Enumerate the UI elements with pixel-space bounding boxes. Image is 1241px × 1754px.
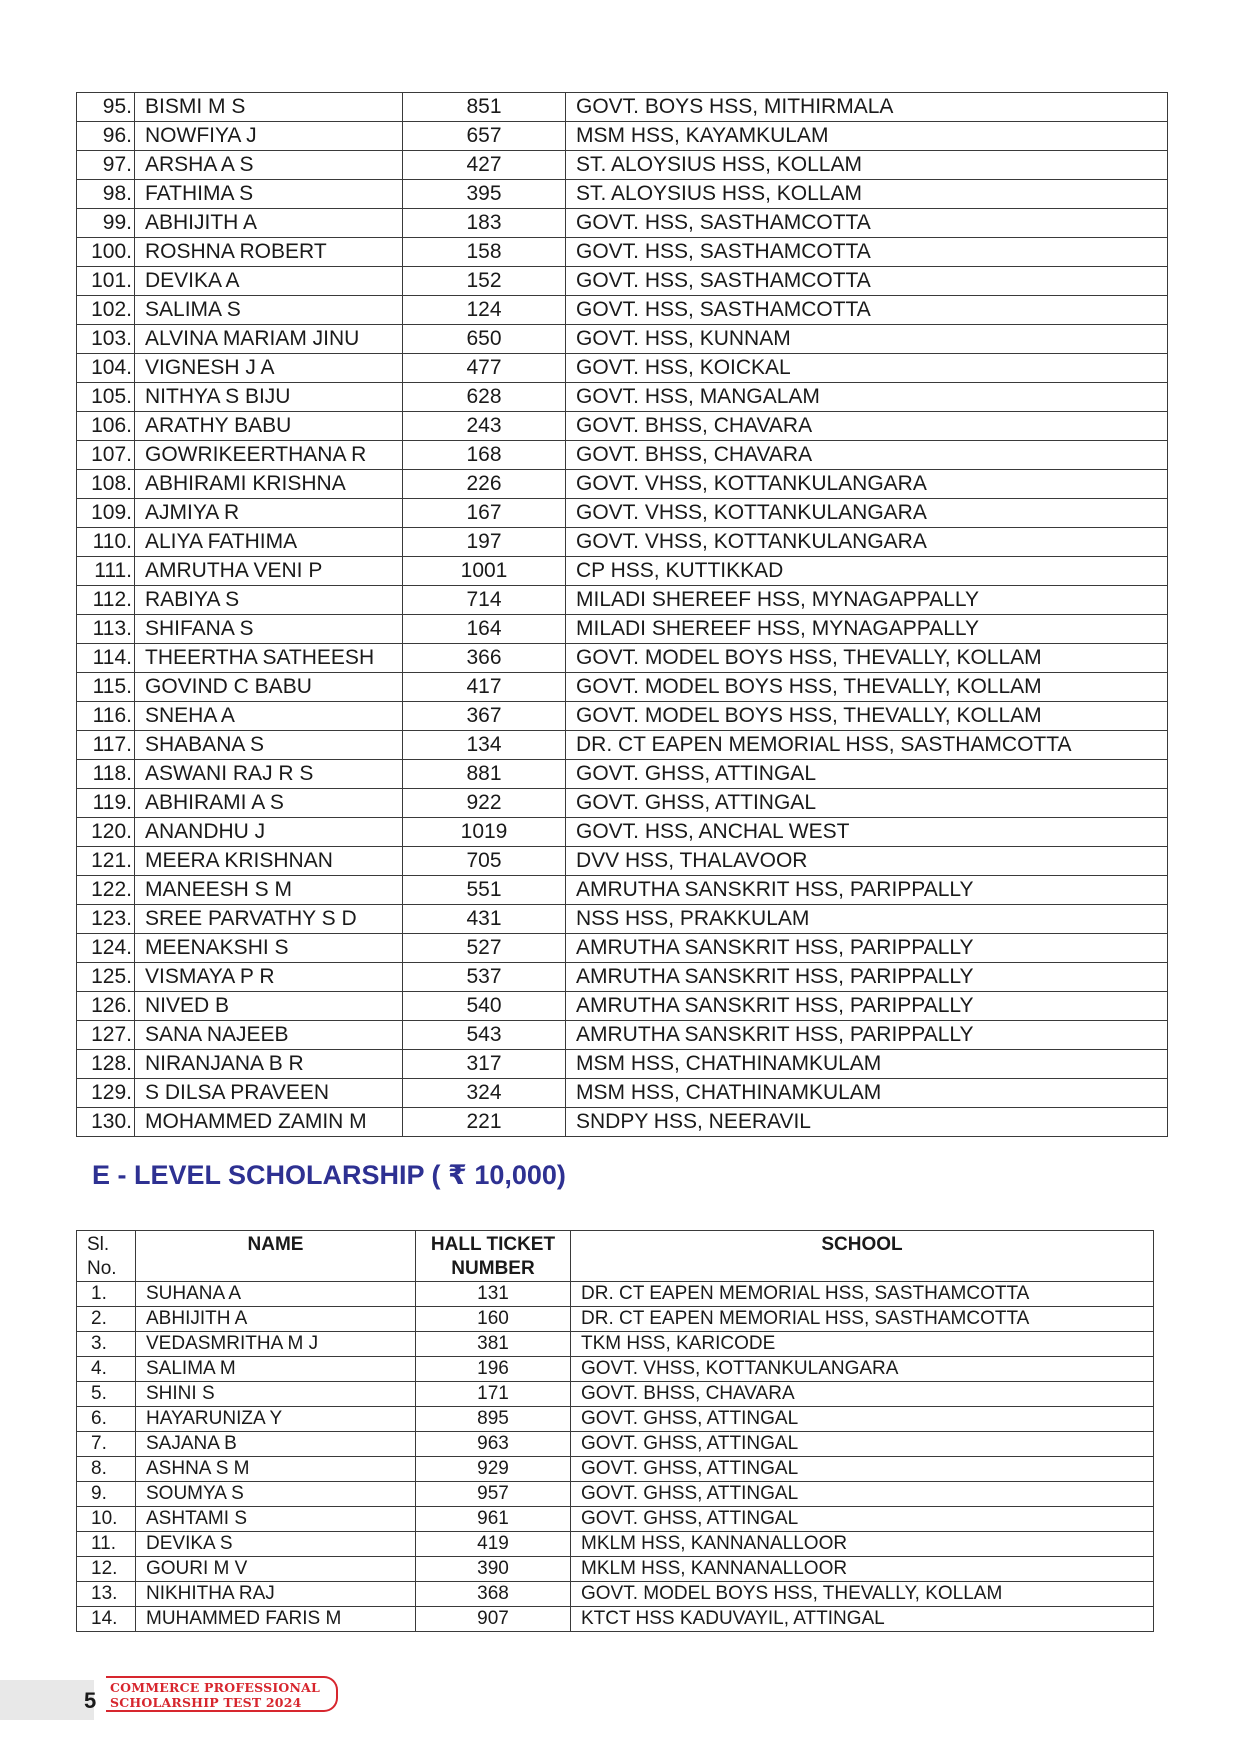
name-cell: ASHTAMI S <box>136 1507 416 1532</box>
name-cell: AJMIYA R <box>135 499 403 528</box>
header-sl-line1: Sl. <box>87 1234 110 1255</box>
school-cell: AMRUTHA SANSKRIT HSS, PARIPPALLY <box>566 1021 1168 1050</box>
school-cell: GOVT. MODEL BOYS HSS, THEVALLY, KOLLAM <box>566 673 1168 702</box>
hall-ticket-cell: 540 <box>403 992 566 1021</box>
table-row <box>77 1079 1168 1108</box>
name-cell: NIKHITHA RAJ <box>136 1582 416 1607</box>
school-cell: AMRUTHA SANSKRIT HSS, PARIPPALLY <box>566 876 1168 905</box>
school-cell: GOVT. GHSS, ATTINGAL <box>571 1432 1154 1457</box>
name-cell: DEVIKA S <box>136 1532 416 1557</box>
logo-line2: SCHOLARSHIP TEST 2024 <box>110 1695 302 1710</box>
hall-ticket-cell: 152 <box>403 267 566 296</box>
hall-ticket-cell: 881 <box>403 760 566 789</box>
name-cell: ANANDHU J <box>135 818 403 847</box>
table-row <box>77 1108 1168 1137</box>
table-row <box>77 1282 1154 1307</box>
table-row <box>77 1482 1154 1507</box>
sl-cell: 114. <box>77 644 135 673</box>
page-number: 5 <box>84 1688 97 1713</box>
sl-cell: 108. <box>77 470 135 499</box>
sl-cell: 4. <box>77 1357 136 1382</box>
school-cell: GOVT. GHSS, ATTINGAL <box>571 1457 1154 1482</box>
table-row <box>77 905 1168 934</box>
sl-cell: 3. <box>77 1332 136 1357</box>
school-cell: MKLM HSS, KANNANALLOOR <box>571 1532 1154 1557</box>
table-row <box>77 1307 1154 1332</box>
hall-ticket-cell: 922 <box>403 789 566 818</box>
name-cell: SHIFANA S <box>135 615 403 644</box>
hall-ticket-cell: 134 <box>403 731 566 760</box>
hall-ticket-cell: 1019 <box>403 818 566 847</box>
table-row <box>77 1557 1154 1582</box>
table-row <box>77 325 1168 354</box>
name-cell: ALIYA FATHIMA <box>135 528 403 557</box>
hall-ticket-cell: 957 <box>416 1482 571 1507</box>
table-row <box>77 180 1168 209</box>
table-row <box>77 1507 1154 1532</box>
sl-cell: 124. <box>77 934 135 963</box>
section-heading: E - LEVEL SCHOLARSHIP ( ₹ 10,000) <box>92 1160 566 1190</box>
sl-cell: 105. <box>77 383 135 412</box>
school-cell: CP HSS, KUTTIKKAD <box>566 557 1168 586</box>
name-cell: ALVINA MARIAM JINU <box>135 325 403 354</box>
name-cell: MUHAMMED FARIS M <box>136 1607 416 1632</box>
name-cell: ARATHY BABU <box>135 412 403 441</box>
sl-cell: 1. <box>77 1282 136 1307</box>
sl-cell: 122. <box>77 876 135 905</box>
table-row <box>77 934 1168 963</box>
hall-ticket-cell: 197 <box>403 528 566 557</box>
name-cell: SANA NAJEEB <box>135 1021 403 1050</box>
sl-cell: 10. <box>77 1507 136 1532</box>
name-cell: GOURI M V <box>136 1557 416 1582</box>
hall-ticket-cell: 160 <box>416 1307 571 1332</box>
hall-ticket-cell: 929 <box>416 1457 571 1482</box>
hall-ticket-cell: 551 <box>403 876 566 905</box>
sl-cell: 101. <box>77 267 135 296</box>
table-row <box>77 1357 1154 1382</box>
sl-cell: 109. <box>77 499 135 528</box>
sl-cell: 126. <box>77 992 135 1021</box>
school-cell: AMRUTHA SANSKRIT HSS, PARIPPALLY <box>566 992 1168 1021</box>
sl-cell: 110. <box>77 528 135 557</box>
school-cell: GOVT. VHSS, KOTTANKULANGARA <box>566 470 1168 499</box>
table-row <box>77 1532 1154 1557</box>
school-cell: DVV HSS, THALAVOOR <box>566 847 1168 876</box>
header-school: SCHOOL <box>571 1231 1154 1282</box>
table-row <box>77 673 1168 702</box>
school-cell: GOVT. BOYS HSS, MITHIRMALA <box>566 93 1168 122</box>
hall-ticket-cell: 368 <box>416 1582 571 1607</box>
school-cell: AMRUTHA SANSKRIT HSS, PARIPPALLY <box>566 963 1168 992</box>
table-row <box>77 209 1168 238</box>
sl-cell: 8. <box>77 1457 136 1482</box>
hall-ticket-cell: 221 <box>403 1108 566 1137</box>
name-cell: GOVIND C BABU <box>135 673 403 702</box>
name-cell: SUHANA A <box>136 1282 416 1307</box>
hall-ticket-cell: 131 <box>416 1282 571 1307</box>
sl-cell: 11. <box>77 1532 136 1557</box>
hall-ticket-cell: 158 <box>403 238 566 267</box>
hall-ticket-cell: 650 <box>403 325 566 354</box>
name-cell: ABHIRAMI KRISHNA <box>135 470 403 499</box>
hall-ticket-cell: 167 <box>403 499 566 528</box>
header-name: NAME <box>136 1231 416 1282</box>
school-cell: KTCT HSS KADUVAYIL, ATTINGAL <box>571 1607 1154 1632</box>
table-row <box>77 267 1168 296</box>
school-cell: MILADI SHEREEF HSS, MYNAGAPPALLY <box>566 586 1168 615</box>
name-cell: SOUMYA S <box>136 1482 416 1507</box>
table-row <box>77 876 1168 905</box>
school-cell: MILADI SHEREEF HSS, MYNAGAPPALLY <box>566 615 1168 644</box>
school-cell: DR. CT EAPEN MEMORIAL HSS, SASTHAMCOTTA <box>566 731 1168 760</box>
school-cell: GOVT. GHSS, ATTINGAL <box>571 1507 1154 1532</box>
school-cell: GOVT. BHSS, CHAVARA <box>566 412 1168 441</box>
hall-ticket-cell: 907 <box>416 1607 571 1632</box>
sl-cell: 6. <box>77 1407 136 1432</box>
name-cell: AMRUTHA VENI P <box>135 557 403 586</box>
school-cell: GOVT. MODEL BOYS HSS, THEVALLY, KOLLAM <box>566 702 1168 731</box>
school-cell: GOVT. HSS, SASTHAMCOTTA <box>566 267 1168 296</box>
school-cell: GOVT. BHSS, CHAVARA <box>566 441 1168 470</box>
hall-ticket-cell: 657 <box>403 122 566 151</box>
sl-cell: 129. <box>77 1079 135 1108</box>
name-cell: VEDASMRITHA M J <box>136 1332 416 1357</box>
school-cell: GOVT. GHSS, ATTINGAL <box>571 1407 1154 1432</box>
name-cell: FATHIMA S <box>135 180 403 209</box>
hall-ticket-cell: 543 <box>403 1021 566 1050</box>
hall-ticket-cell: 395 <box>403 180 566 209</box>
school-cell: MSM HSS, CHATHINAMKULAM <box>566 1050 1168 1079</box>
sl-cell: 128. <box>77 1050 135 1079</box>
school-cell: MKLM HSS, KANNANALLOOR <box>571 1557 1154 1582</box>
hall-ticket-cell: 390 <box>416 1557 571 1582</box>
sl-cell: 9. <box>77 1482 136 1507</box>
header-hall-ticket <box>416 1231 571 1282</box>
header-ticket-line1: HALL TICKET <box>430 1234 556 1255</box>
hall-ticket-cell: 419 <box>416 1532 571 1557</box>
table-row <box>77 296 1168 325</box>
sl-cell: 12. <box>77 1557 136 1582</box>
hall-ticket-cell: 895 <box>416 1407 571 1432</box>
school-cell: GOVT. HSS, SASTHAMCOTTA <box>566 238 1168 267</box>
e-level-scholarship-table <box>76 1230 1154 1632</box>
logo-line1: COMMERCE PROFESSIONAL <box>110 1680 320 1695</box>
school-cell: GOVT. HSS, SASTHAMCOTTA <box>566 296 1168 325</box>
hall-ticket-cell: 963 <box>416 1432 571 1457</box>
school-cell: GOVT. VHSS, KOTTANKULANGARA <box>571 1357 1154 1382</box>
school-cell: GOVT. HSS, MANGALAM <box>566 383 1168 412</box>
table-row <box>77 789 1168 818</box>
name-cell: VISMAYA P R <box>135 963 403 992</box>
table-row <box>77 528 1168 557</box>
hall-ticket-cell: 714 <box>403 586 566 615</box>
table-row <box>77 1407 1154 1432</box>
table-body <box>77 1282 1154 1632</box>
school-cell: GOVT. HSS, ANCHAL WEST <box>566 818 1168 847</box>
hall-ticket-cell: 366 <box>403 644 566 673</box>
hall-ticket-cell: 431 <box>403 905 566 934</box>
hall-ticket-cell: 477 <box>403 354 566 383</box>
table-row <box>77 412 1168 441</box>
hall-ticket-cell: 961 <box>416 1507 571 1532</box>
table-row <box>77 847 1168 876</box>
school-cell: GOVT. GHSS, ATTINGAL <box>566 789 1168 818</box>
sl-cell: 96. <box>77 122 135 151</box>
hall-ticket-cell: 705 <box>403 847 566 876</box>
name-cell: MEENAKSHI S <box>135 934 403 963</box>
school-cell: GOVT. VHSS, KOTTANKULANGARA <box>566 499 1168 528</box>
table-row <box>77 354 1168 383</box>
hall-ticket-cell: 324 <box>403 1079 566 1108</box>
school-cell: MSM HSS, KAYAMKULAM <box>566 122 1168 151</box>
table-row <box>77 1021 1168 1050</box>
sl-cell: 95. <box>77 93 135 122</box>
sl-cell: 127. <box>77 1021 135 1050</box>
footer-logo <box>106 1676 338 1712</box>
sl-cell: 103. <box>77 325 135 354</box>
name-cell: S DILSA PRAVEEN <box>135 1079 403 1108</box>
table-row <box>77 238 1168 267</box>
name-cell: HAYARUNIZA Y <box>136 1407 416 1432</box>
hall-ticket-cell: 171 <box>416 1382 571 1407</box>
hall-ticket-cell: 381 <box>416 1332 571 1357</box>
sl-cell: 130. <box>77 1108 135 1137</box>
name-cell: SALIMA M <box>136 1357 416 1382</box>
sl-cell: 2. <box>77 1307 136 1332</box>
name-cell: SREE PARVATHY S D <box>135 905 403 934</box>
name-cell: RABIYA S <box>135 586 403 615</box>
table-row <box>77 441 1168 470</box>
name-cell: SNEHA A <box>135 702 403 731</box>
sl-cell: 123. <box>77 905 135 934</box>
header-ticket-line2: NUMBER <box>451 1258 535 1279</box>
school-cell: NSS HSS, PRAKKULAM <box>566 905 1168 934</box>
hall-ticket-cell: 226 <box>403 470 566 499</box>
sl-cell: 13. <box>77 1582 136 1607</box>
table-row <box>77 122 1168 151</box>
name-cell: ASHNA S M <box>136 1457 416 1482</box>
school-cell: GOVT. BHSS, CHAVARA <box>571 1382 1154 1407</box>
table-row <box>77 760 1168 789</box>
sl-cell: 112. <box>77 586 135 615</box>
school-cell: DR. CT EAPEN MEMORIAL HSS, SASTHAMCOTTA <box>571 1282 1154 1307</box>
sl-cell: 115. <box>77 673 135 702</box>
hall-ticket-cell: 628 <box>403 383 566 412</box>
school-cell: SNDPY HSS, NEERAVIL <box>566 1108 1168 1137</box>
sl-cell: 107. <box>77 441 135 470</box>
school-cell: GOVT. GHSS, ATTINGAL <box>566 760 1168 789</box>
sl-cell: 121. <box>77 847 135 876</box>
sl-cell: 120. <box>77 818 135 847</box>
sl-cell: 119. <box>77 789 135 818</box>
hall-ticket-cell: 164 <box>403 615 566 644</box>
footer-page-box <box>0 1680 97 1720</box>
table-header-row <box>77 1231 1154 1282</box>
name-cell: ASWANI RAJ R S <box>135 760 403 789</box>
header-sl-line2: No. <box>87 1258 117 1279</box>
hall-ticket-cell: 243 <box>403 412 566 441</box>
name-cell: SHABANA S <box>135 731 403 760</box>
school-cell: GOVT. MODEL BOYS HSS, THEVALLY, KOLLAM <box>566 644 1168 673</box>
sl-cell: 102. <box>77 296 135 325</box>
sl-cell: 99. <box>77 209 135 238</box>
table-row <box>77 615 1168 644</box>
school-cell: GOVT. HSS, KUNNAM <box>566 325 1168 354</box>
table-row <box>77 702 1168 731</box>
table-row <box>77 1607 1154 1632</box>
name-cell: MANEESH S M <box>135 876 403 905</box>
hall-ticket-cell: 427 <box>403 151 566 180</box>
school-cell: GOVT. GHSS, ATTINGAL <box>571 1482 1154 1507</box>
hall-ticket-cell: 168 <box>403 441 566 470</box>
table-row <box>77 1382 1154 1407</box>
hall-ticket-cell: 317 <box>403 1050 566 1079</box>
school-cell: TKM HSS, KARICODE <box>571 1332 1154 1357</box>
sl-cell: 118. <box>77 760 135 789</box>
scholarship-table-continued <box>76 92 1168 1137</box>
school-cell: GOVT. HSS, SASTHAMCOTTA <box>566 209 1168 238</box>
hall-ticket-cell: 1001 <box>403 557 566 586</box>
name-cell: ROSHNA ROBERT <box>135 238 403 267</box>
name-cell: VIGNESH J A <box>135 354 403 383</box>
hall-ticket-cell: 196 <box>416 1357 571 1382</box>
school-cell: GOVT. MODEL BOYS HSS, THEVALLY, KOLLAM <box>571 1582 1154 1607</box>
table-row <box>77 1332 1154 1357</box>
name-cell: SHINI S <box>136 1382 416 1407</box>
table-row <box>77 992 1168 1021</box>
name-cell: ARSHA A S <box>135 151 403 180</box>
name-cell: MOHAMMED ZAMIN M <box>135 1108 403 1137</box>
sl-cell: 97. <box>77 151 135 180</box>
sl-cell: 125. <box>77 963 135 992</box>
school-cell: DR. CT EAPEN MEMORIAL HSS, SASTHAMCOTTA <box>571 1307 1154 1332</box>
name-cell: ABHIJITH A <box>136 1307 416 1332</box>
hall-ticket-cell: 851 <box>403 93 566 122</box>
sl-cell: 100. <box>77 238 135 267</box>
sl-cell: 14. <box>77 1607 136 1632</box>
sl-cell: 106. <box>77 412 135 441</box>
name-cell: NIRANJANA B R <box>135 1050 403 1079</box>
table-row <box>77 1582 1154 1607</box>
table-row <box>77 151 1168 180</box>
sl-cell: 98. <box>77 180 135 209</box>
table-row <box>77 644 1168 673</box>
name-cell: NITHYA S BIJU <box>135 383 403 412</box>
table-row <box>77 1457 1154 1482</box>
hall-ticket-cell: 537 <box>403 963 566 992</box>
school-cell: GOVT. VHSS, KOTTANKULANGARA <box>566 528 1168 557</box>
sl-cell: 111. <box>77 557 135 586</box>
sl-cell: 117. <box>77 731 135 760</box>
table-row <box>77 1432 1154 1457</box>
name-cell: NOWFIYA J <box>135 122 403 151</box>
hall-ticket-cell: 124 <box>403 296 566 325</box>
name-cell: THEERTHA SATHEESH <box>135 644 403 673</box>
sl-cell: 5. <box>77 1382 136 1407</box>
table-row <box>77 557 1168 586</box>
table-row <box>77 818 1168 847</box>
name-cell: ABHIRAMI A S <box>135 789 403 818</box>
name-cell: BISMI M S <box>135 93 403 122</box>
school-cell: AMRUTHA SANSKRIT HSS, PARIPPALLY <box>566 934 1168 963</box>
table-row <box>77 1050 1168 1079</box>
name-cell: SAJANA B <box>136 1432 416 1457</box>
table-row <box>77 499 1168 528</box>
name-cell: NIVED B <box>135 992 403 1021</box>
hall-ticket-cell: 527 <box>403 934 566 963</box>
table-row <box>77 586 1168 615</box>
sl-cell: 104. <box>77 354 135 383</box>
table-row <box>77 470 1168 499</box>
school-cell: ST. ALOYSIUS HSS, KOLLAM <box>566 151 1168 180</box>
school-cell: ST. ALOYSIUS HSS, KOLLAM <box>566 180 1168 209</box>
table-row <box>77 963 1168 992</box>
sl-cell: 7. <box>77 1432 136 1457</box>
school-cell: MSM HSS, CHATHINAMKULAM <box>566 1079 1168 1108</box>
name-cell: GOWRIKEERTHANA R <box>135 441 403 470</box>
sl-cell: 113. <box>77 615 135 644</box>
school-cell: GOVT. HSS, KOICKAL <box>566 354 1168 383</box>
hall-ticket-cell: 367 <box>403 702 566 731</box>
name-cell: DEVIKA A <box>135 267 403 296</box>
hall-ticket-cell: 183 <box>403 209 566 238</box>
table-header <box>77 1231 1154 1282</box>
name-cell: SALIMA S <box>135 296 403 325</box>
name-cell: ABHIJITH A <box>135 209 403 238</box>
name-cell: MEERA KRISHNAN <box>135 847 403 876</box>
table-row <box>77 731 1168 760</box>
table-body <box>77 93 1168 1137</box>
hall-ticket-cell: 417 <box>403 673 566 702</box>
sl-cell: 116. <box>77 702 135 731</box>
header-sl-no <box>77 1231 136 1282</box>
table-row <box>77 93 1168 122</box>
table-row <box>77 383 1168 412</box>
